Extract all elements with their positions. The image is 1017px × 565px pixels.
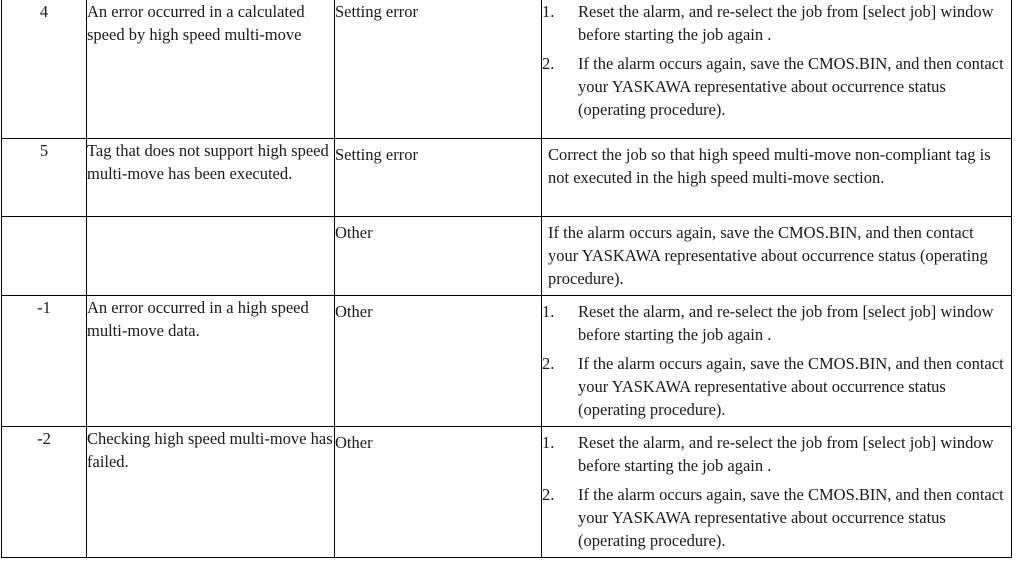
table-row [2,296,1012,427]
meaning-cell: Tag that does not support high speed multi-move has been executed. [87,139,335,217]
remedy-step [542,52,1011,121]
remedy-step [542,300,1011,346]
remedy-step [542,352,1011,421]
remedy-cell: If the alarm occurs again, save the CMOS.BIN, and then contact your YASKAWA representative about occurrence status (operating procedure). [542,217,1012,296]
step-text: If the alarm occurs again, save the CMOS.BIN, and then contact your YASKAWA representative about occurrence status (operating procedure). [578,54,1004,119]
cause-cell: Other [335,427,542,558]
sub-code-cell: -2 [2,427,87,558]
remedy-cell [542,296,1012,427]
meaning-cell: An error occurred in a calculated speed by high speed multi-move [87,0,335,139]
remedy-step [542,483,1011,552]
remedy-cell [542,0,1012,139]
remedy-steps [542,431,1011,552]
meaning-cell: Checking high speed multi-move has failed. [87,427,335,558]
sub-code-cell [2,217,87,296]
step-text: If the alarm occurs again, save the CMOS.BIN, and then contact your YASKAWA representative about occurrence status (operating procedure). [578,485,1004,550]
table-row [2,217,1012,296]
remedy-steps [542,300,1011,421]
remedy-step [542,0,1011,46]
table-row [2,427,1012,558]
step-number: 2. [542,54,555,73]
step-text: Reset the alarm, and re-select the job from [select job] window before starting the job again . [578,302,994,344]
remedy-cell: Correct the job so that high speed multi-move non-compliant tag is not executed in the high speed multi-move section. [542,139,1012,217]
sub-code-cell: 4 [2,0,87,139]
step-text: Reset the alarm, and re-select the job from [select job] window before starting the job again . [578,2,994,44]
cause-cell: Other [335,217,542,296]
sub-code-cell: 5 [2,139,87,217]
remedy-steps [542,0,1011,121]
cause-cell: Other [335,296,542,427]
remedy-step [542,431,1011,477]
meaning-cell [87,217,335,296]
sub-code-cell: -1 [2,296,87,427]
alarm-table [1,0,1012,558]
meaning-cell: An error occurred in a high speed multi-move data. [87,296,335,427]
remedy-cell [542,427,1012,558]
step-text: Reset the alarm, and re-select the job from [select job] window before starting the job again . [578,433,994,475]
step-number: 1. [542,433,555,452]
step-number: 1. [542,302,555,321]
cause-cell: Setting error [335,0,542,139]
table-row [2,139,1012,217]
step-number: 2. [542,354,555,373]
step-number: 2. [542,485,555,504]
cause-cell: Setting error [335,139,542,217]
step-number: 1. [542,2,555,21]
step-text: If the alarm occurs again, save the CMOS.BIN, and then contact your YASKAWA representative about occurrence status (operating procedure). [578,354,1004,419]
table-row [2,0,1012,139]
